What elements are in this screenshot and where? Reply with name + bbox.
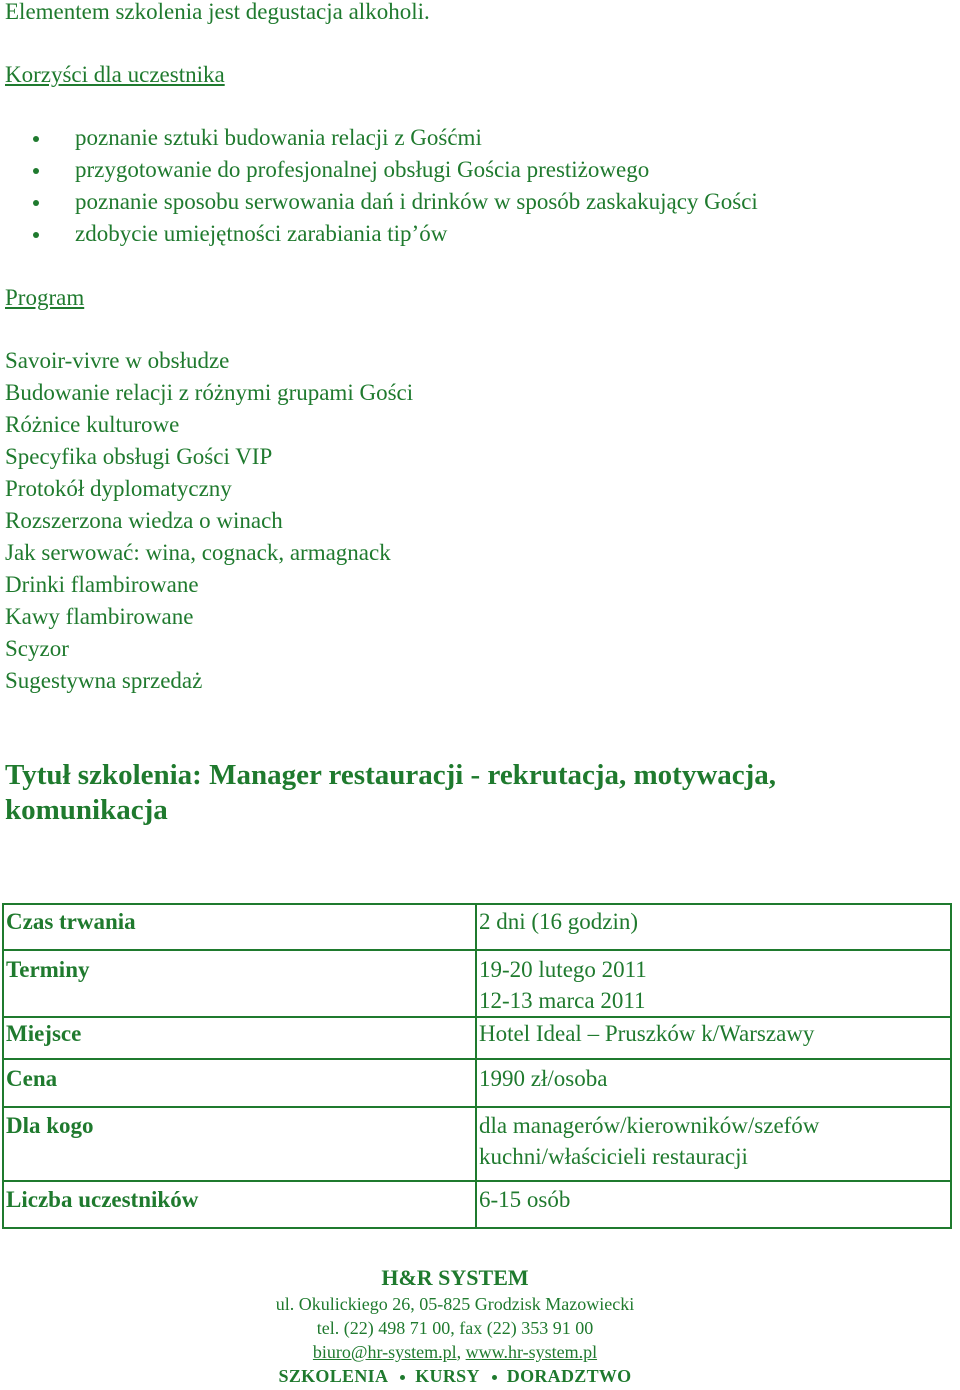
detail-value-line: kuchni/właścicieli restauracji — [479, 1144, 748, 1169]
link-separator: , — [456, 1342, 462, 1362]
benefits-heading: Korzyści dla uczestnika — [5, 62, 225, 87]
detail-value — [476, 1107, 951, 1181]
website-link[interactable]: www.hr-system.pl — [465, 1342, 598, 1362]
table-row — [3, 1059, 951, 1107]
details-table — [2, 903, 952, 1229]
table-row — [3, 950, 951, 1017]
table-row — [3, 1107, 951, 1181]
detail-label: Liczba uczestników — [3, 1181, 476, 1228]
program-item: Jak serwować: wina, cognack, armagnack — [5, 540, 391, 565]
company-phone: tel. (22) 498 71 00, fax (22) 353 91 00 — [316, 1318, 594, 1338]
contact-links — [5, 1340, 905, 1364]
program-item: Rozszerzona wiedza o winach — [5, 508, 283, 533]
program-item: Kawy flambirowane — [5, 604, 194, 629]
detail-label: Dla kogo — [3, 1107, 476, 1181]
company-name: H&R SYSTEM — [381, 1265, 529, 1290]
program-item: Scyzor — [5, 636, 69, 661]
detail-label: Terminy — [3, 950, 476, 1017]
detail-value-line: 19-20 lutego 2011 — [479, 957, 647, 982]
tagline-item: KURSY — [415, 1366, 480, 1386]
table-row — [3, 904, 951, 950]
table-row — [3, 1017, 951, 1059]
program-item: Protokół dyplomatyczny — [5, 476, 232, 501]
email-link[interactable]: biuro@hr-system.pl — [312, 1342, 457, 1362]
intro-text: Elementem szkolenia jest degustacja alkoholi. — [5, 0, 430, 24]
detail-value: Hotel Ideal – Pruszków k/Warszawy — [476, 1017, 951, 1059]
program-item: Drinki flambirowane — [5, 572, 199, 597]
benefit-item: zdobycie umiejętności zarabiania tip’ów — [5, 218, 758, 250]
program-item: Różnice kulturowe — [5, 412, 180, 437]
detail-label: Czas trwania — [3, 904, 476, 950]
program-item: Specyfika obsługi Gości VIP — [5, 444, 273, 469]
tagline-item: SZKOLENIA — [278, 1366, 389, 1386]
benefit-item: przygotowanie do profesjonalnej obsługi Gościa prestiżowego — [5, 154, 758, 186]
detail-value: 2 dni (16 godzin) — [476, 904, 951, 950]
program-item: Sugestywna sprzedaż — [5, 668, 203, 693]
program-heading: Program — [5, 285, 85, 310]
detail-value: 6-15 osób — [476, 1181, 951, 1228]
training-title: Tytuł szkolenia: Manager restauracji - rekrutacja, motywacja, komunikacja — [5, 759, 777, 826]
tagline-item: DORADZTWO — [506, 1366, 632, 1386]
detail-value: 1990 zł/osoba — [476, 1059, 951, 1107]
detail-label: Miejsce — [3, 1017, 476, 1059]
benefit-item: poznanie sztuki budowania relacji z Gośćmi — [5, 122, 758, 154]
footer — [5, 1264, 905, 1388]
company-address: ul. Okulickiego 26, 05-825 Grodzisk Mazowiecki — [275, 1294, 635, 1314]
program-list — [5, 345, 413, 697]
program-item: Savoir-vivre w obsłudze — [5, 348, 230, 373]
bullet-icon — [400, 1375, 405, 1380]
detail-value — [476, 950, 951, 1017]
detail-value-line: dla managerów/kierowników/szefów — [479, 1113, 820, 1138]
detail-value-line: 12-13 marca 2011 — [479, 988, 646, 1013]
bullet-icon — [492, 1375, 497, 1380]
tagline — [5, 1364, 905, 1388]
program-item: Budowanie relacji z różnymi grupami Gości — [5, 380, 414, 405]
benefit-item: poznanie sposobu serwowania dań i drinków w sposób zaskakujący Gości — [5, 186, 758, 218]
table-row — [3, 1181, 951, 1228]
detail-label: Cena — [3, 1059, 476, 1107]
benefits-list — [5, 122, 758, 250]
